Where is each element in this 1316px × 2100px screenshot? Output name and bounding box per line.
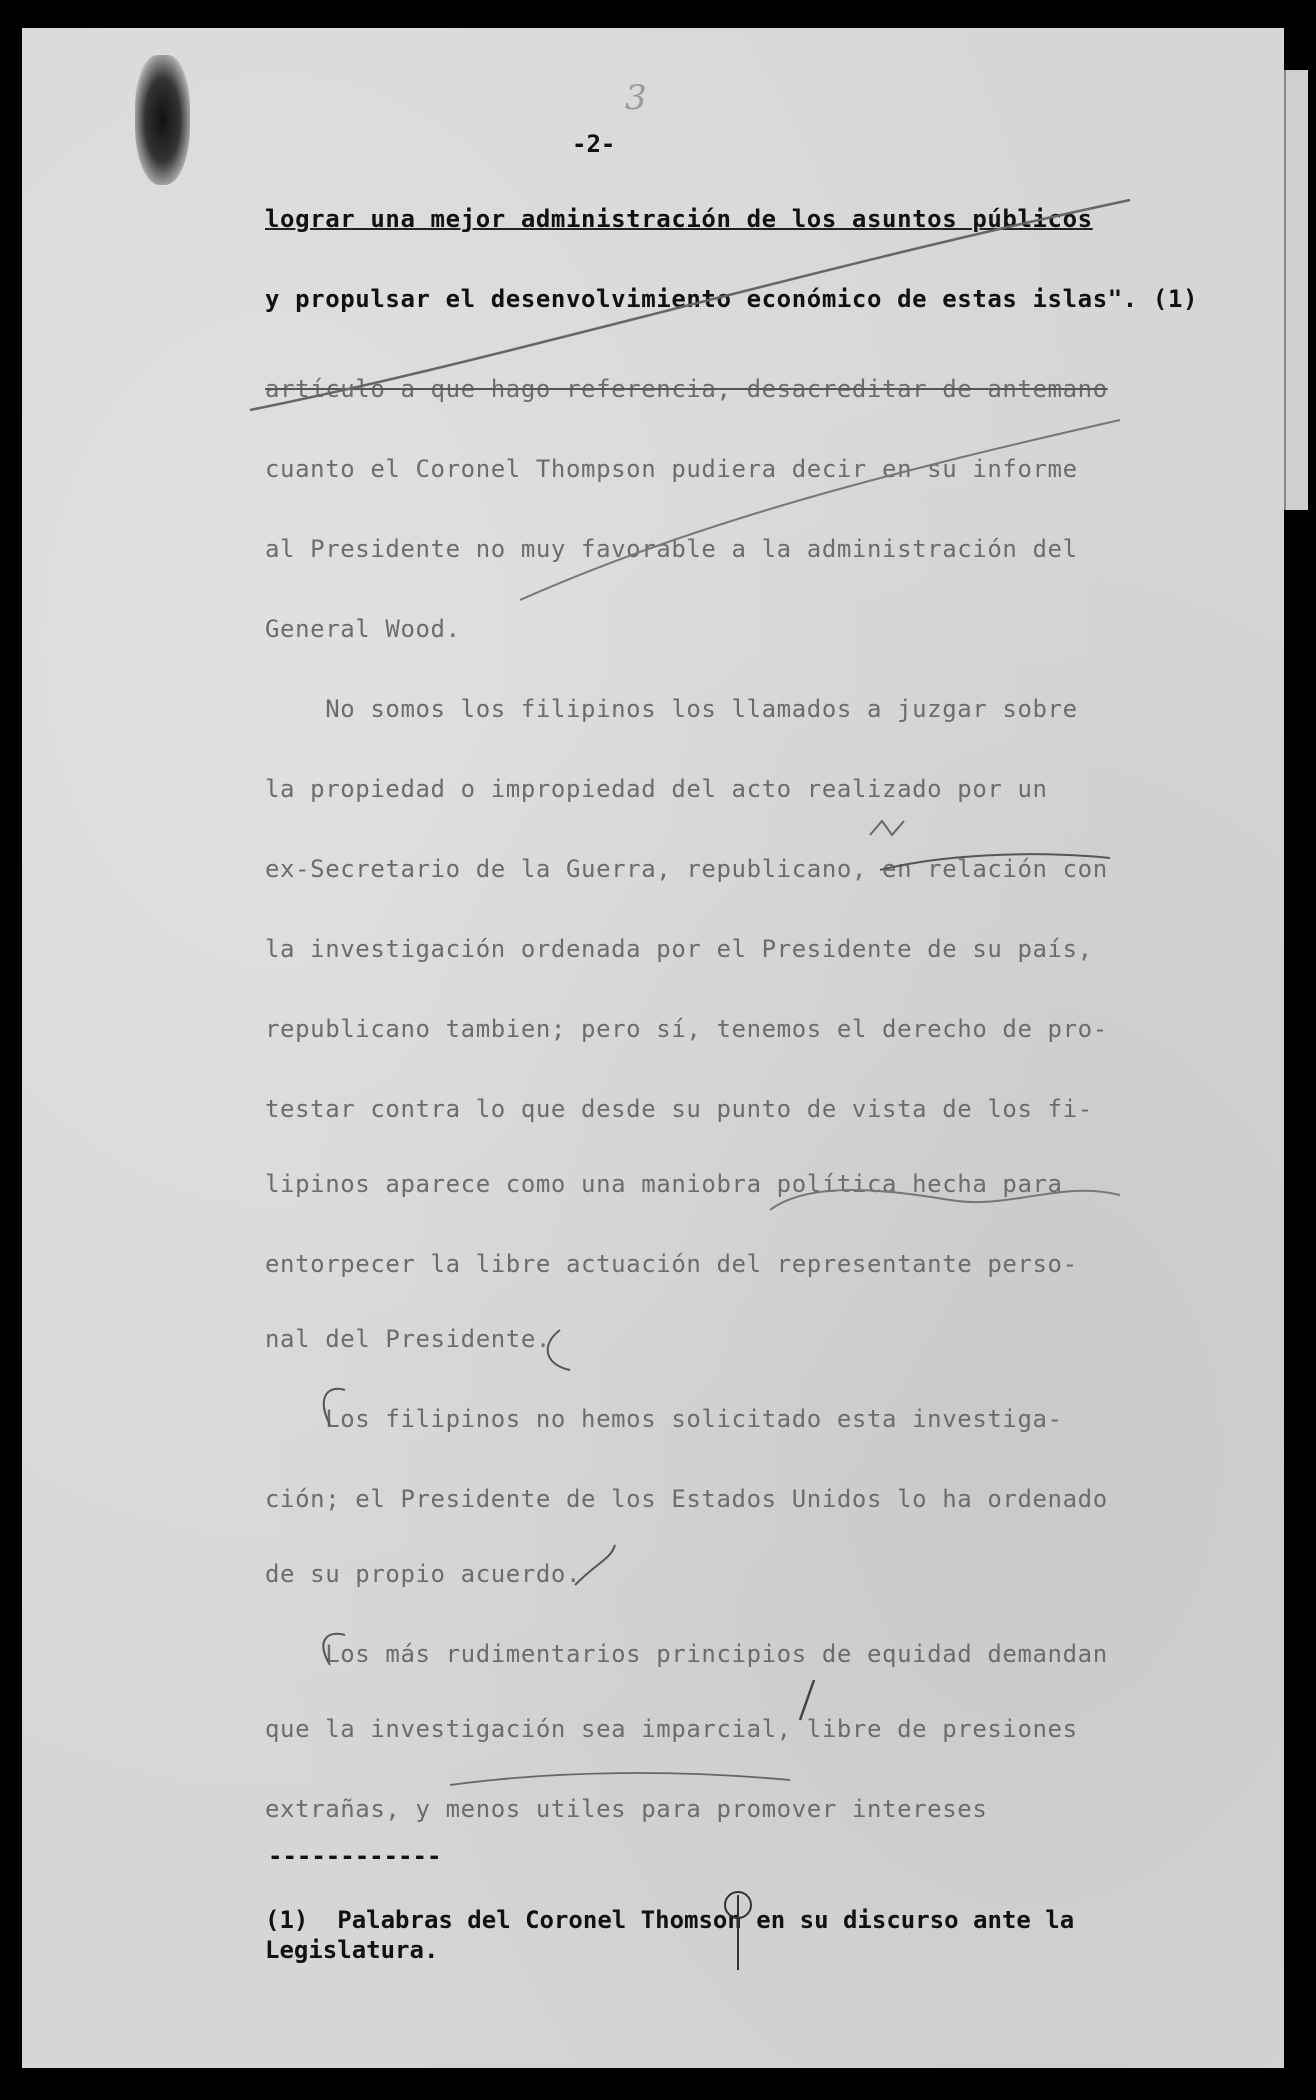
text-line: nal del Presidente.	[265, 1325, 551, 1353]
text-line: testar contra lo que desde su punto de vista de los fi-	[265, 1095, 1093, 1123]
text-line: ción; el Presidente de los Estados Unidos lo ha ordenado	[265, 1485, 1108, 1513]
text-line: General Wood.	[265, 615, 461, 643]
text-line: Los filipinos no hemos solicitado esta investiga-	[265, 1405, 1063, 1433]
text-line: republicano tambien; pero sí, tenemos el derecho de pro-	[265, 1015, 1108, 1043]
text-line: artículo a que hago referencia, desacreditar de antemano	[265, 375, 1108, 403]
page-edge	[1284, 70, 1308, 510]
text-line: lipinos aparece como una maniobra política hecha para	[265, 1170, 1063, 1198]
text-line: ex-Secretario de la Guerra, republicano, en relación con	[265, 855, 1108, 883]
text-line: la investigación ordenada por el Presidente de su país,	[265, 935, 1093, 963]
text-line: la propiedad o impropiedad del acto realizado por un	[265, 775, 1048, 803]
text-line: lograr una mejor administración de los asuntos públicos	[265, 205, 1093, 233]
document-page	[22, 28, 1284, 2068]
text-line: extrañas, y menos utiles para promover intereses	[265, 1795, 988, 1823]
page-number: -2-	[572, 130, 616, 158]
handwritten-page-number: 3	[625, 78, 647, 118]
footnote: (1) Palabras del Coronel Thomson en su discurso ante la Legislatura.	[265, 1906, 1075, 1964]
text-line: y propulsar el desenvolvimiento económico de estas islas". (1)	[265, 285, 1199, 313]
text-line: Los más rudimentarios principios de equidad demandan	[265, 1640, 1108, 1668]
text-line: No somos los filipinos los llamados a juzgar sobre	[265, 695, 1078, 723]
text-line: al Presidente no muy favorable a la administración del	[265, 535, 1078, 563]
ink-stain	[135, 55, 190, 185]
text-line: de su propio acuerdo.	[265, 1560, 582, 1588]
text-line: entorpecer la libre actuación del representante perso-	[265, 1250, 1078, 1278]
text-line: cuanto el Coronel Thompson pudiera decir en su informe	[265, 455, 1078, 483]
footnote-rule: ------------	[268, 1842, 442, 1870]
text-line: que la investigación sea imparcial, libre de presiones	[265, 1715, 1078, 1743]
